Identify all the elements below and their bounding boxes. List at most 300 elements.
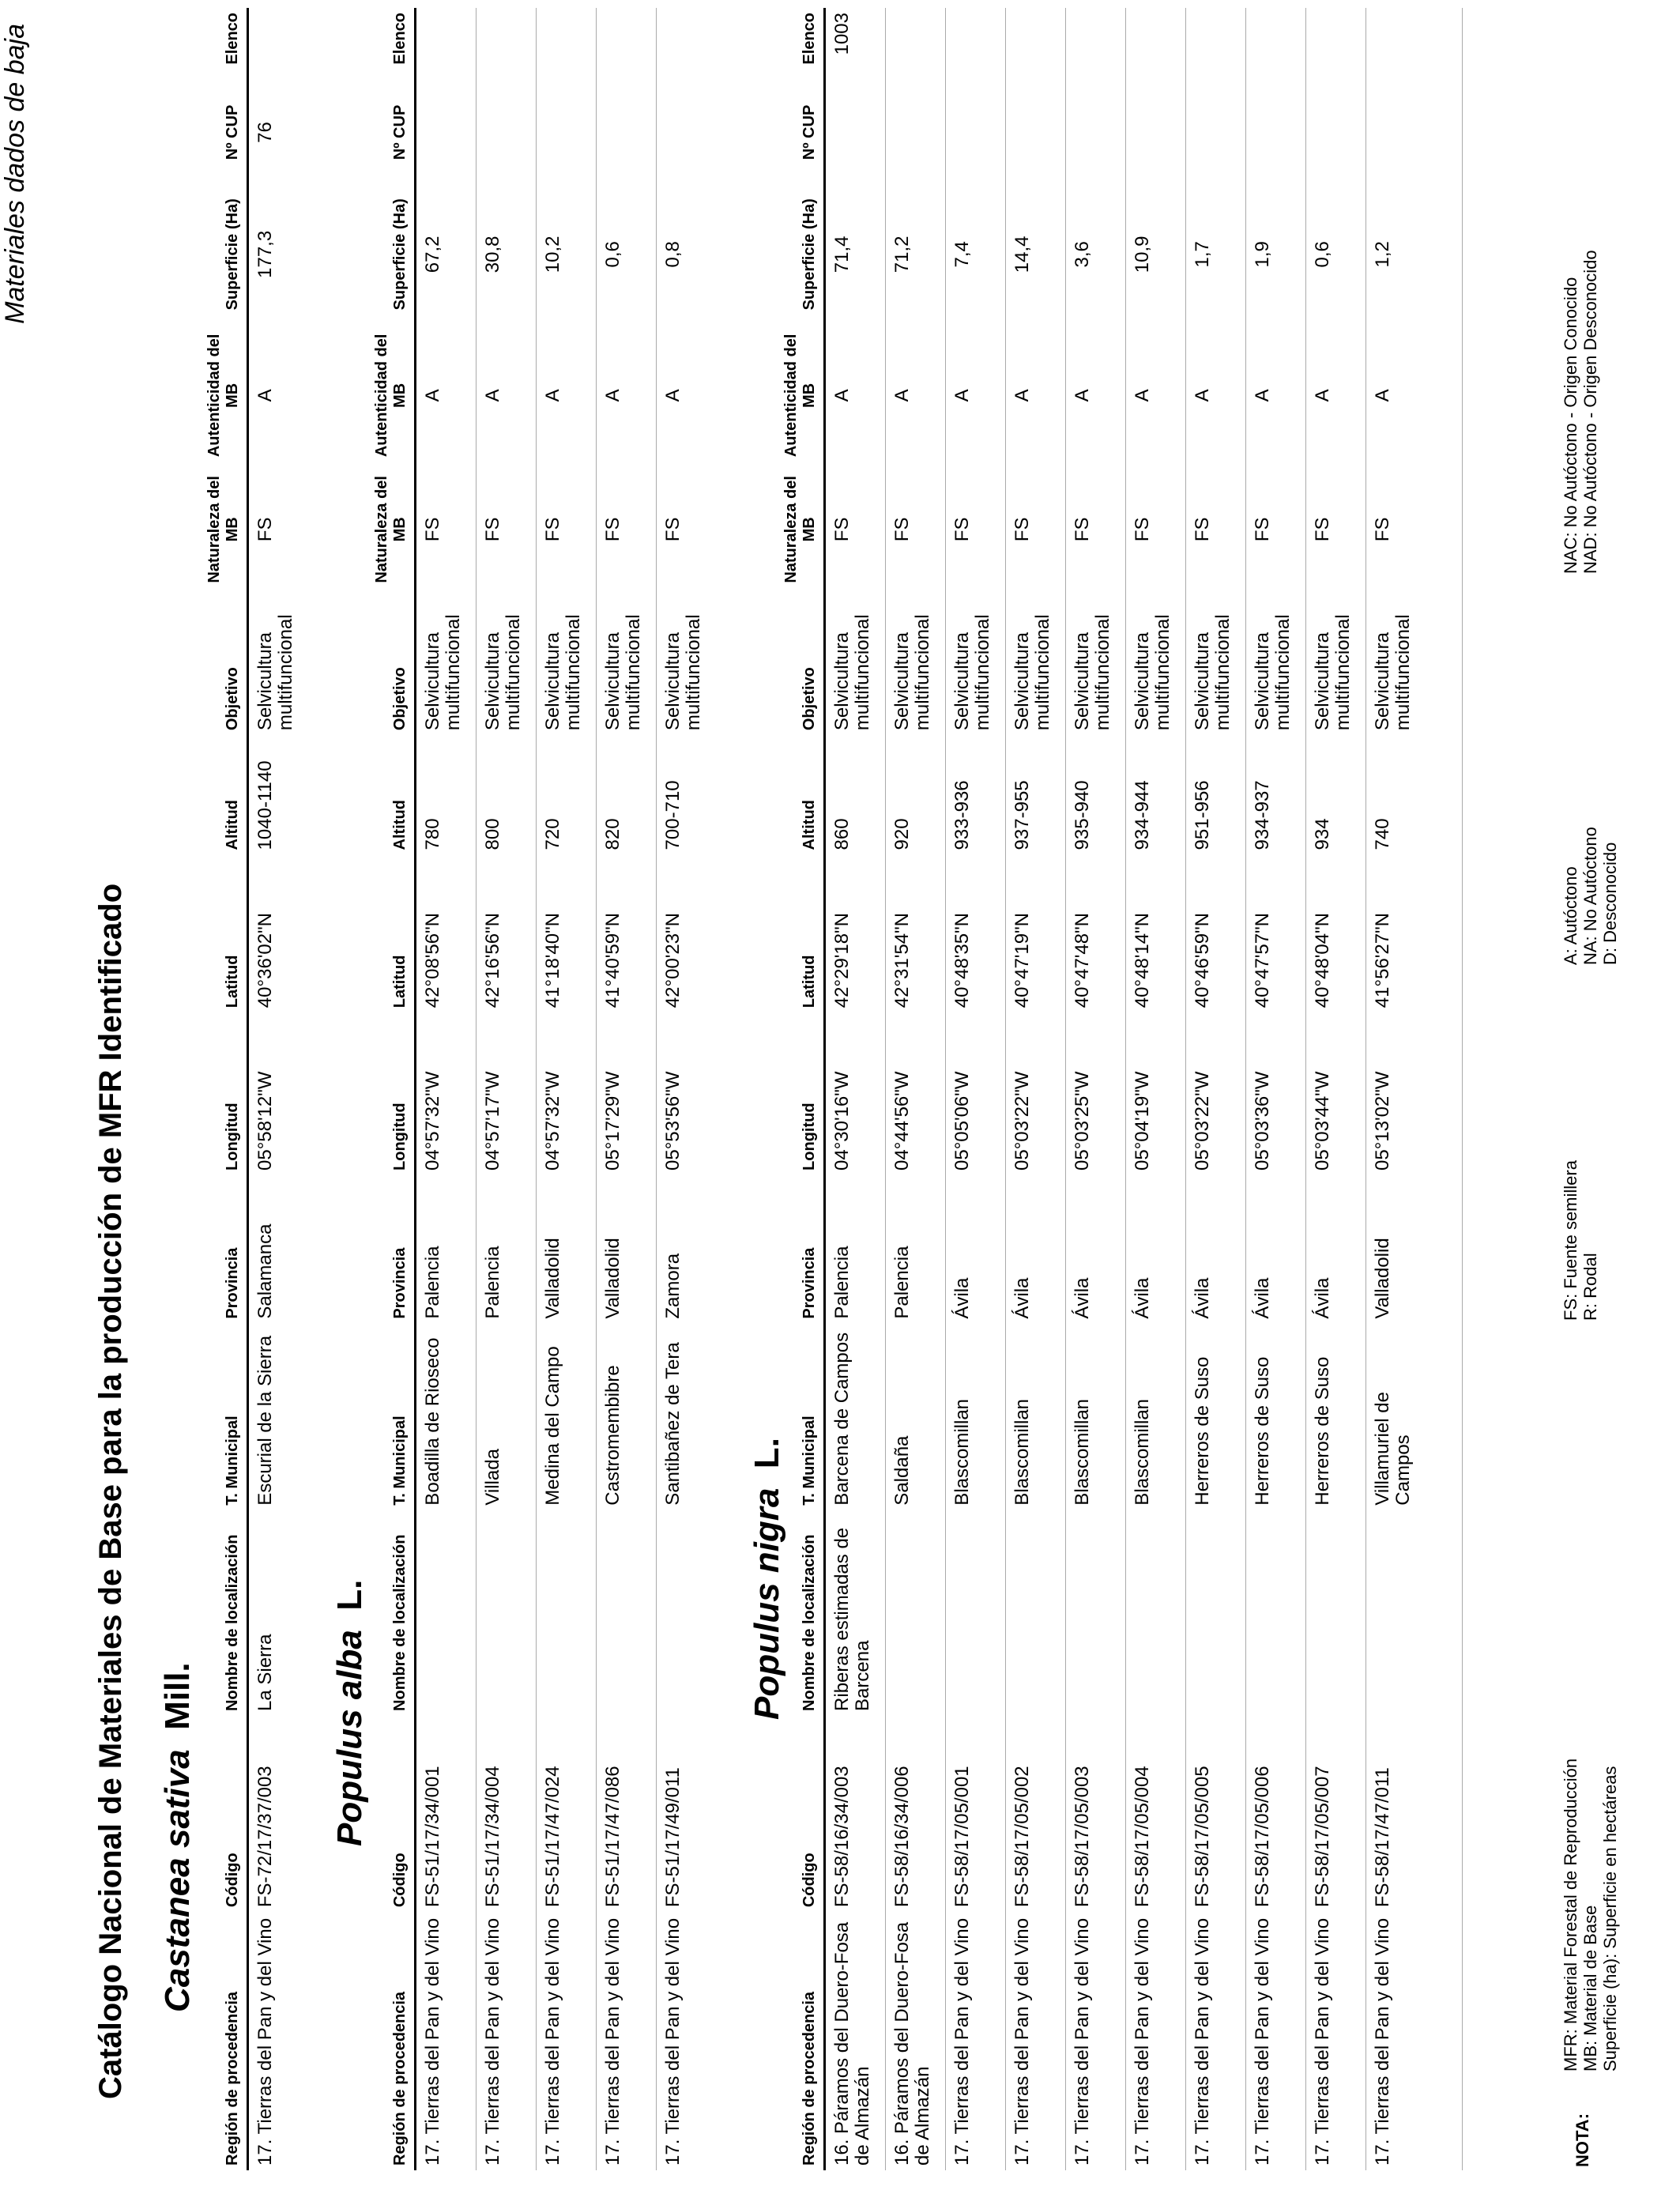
column-header-elenco: Elenco	[224, 13, 241, 65]
cell-elenco	[1126, 8, 1186, 80]
note-line: NA: No Autóctono	[1580, 827, 1600, 965]
cell-elenco	[1306, 8, 1366, 80]
column-header-superficie: Superficie (Ha)	[391, 198, 409, 311]
cell-region: 17. Tierras del Pan y del Vino	[248, 1912, 309, 2170]
cell-latitud: 41°56'27"N	[1366, 854, 1426, 1012]
column-header-region: Región de procedencia	[224, 1991, 241, 2166]
notes-abbreviations	[1561, 1759, 1620, 2071]
cell-elenco	[537, 8, 597, 80]
cell-codigo: FS-72/17/37/003	[248, 1716, 309, 1912]
cell-autenticidad: A	[1366, 324, 1426, 468]
cell-latitud: 41°18'40"N	[537, 854, 597, 1012]
cell-cup	[1126, 80, 1186, 185]
cell-longitud: 05°03'44"W	[1306, 1012, 1366, 1175]
cell-altitud: 700-710	[657, 735, 717, 854]
cell-naturaleza: FS	[946, 467, 1006, 591]
cell-autenticidad: A	[597, 324, 657, 468]
cell-cup	[1246, 80, 1306, 185]
cell-nombre	[886, 1510, 946, 1716]
cell-superficie: 10,2	[537, 185, 597, 324]
cell-naturaleza: FS	[248, 467, 309, 591]
table-row	[537, 8, 597, 2170]
cell-altitud: 800	[477, 735, 537, 854]
cell-superficie: 0,8	[657, 185, 717, 324]
cell-altitud: 780	[416, 735, 477, 854]
column-header-codigo: Código	[391, 1853, 409, 1908]
cell-provincia: Valladolid	[597, 1175, 657, 1324]
note-line: D: Desconocido	[1600, 842, 1620, 965]
cell-elenco	[1006, 8, 1066, 80]
column-header-altitud: Altitud	[224, 800, 241, 850]
cell-cup	[537, 80, 597, 185]
cell-codigo: FS-51/17/34/001	[416, 1716, 477, 1912]
column-header-elenco: Elenco	[800, 13, 818, 65]
cell-autenticidad: A	[1306, 324, 1366, 468]
note-line: R: Rodal	[1580, 1253, 1600, 1321]
table-row	[1306, 8, 1366, 2170]
cell-region: 17. Tierras del Pan y del Vino	[537, 1912, 597, 2170]
species-name: Castanea sativa	[158, 1749, 197, 2012]
column-header-codigo: Código	[224, 1853, 241, 1908]
cell-municipio: Medina del Campo	[537, 1324, 597, 1510]
cell-municipio: Saldaña	[886, 1324, 946, 1510]
cell-cup	[825, 80, 886, 185]
cell-altitud: 920	[886, 735, 946, 854]
cell-superficie: 1,9	[1246, 185, 1306, 324]
cell-nombre	[597, 1510, 657, 1716]
cell-altitud: 935-940	[1066, 735, 1126, 854]
cell-municipio: Blascomillan	[1006, 1324, 1066, 1510]
cell-naturaleza: FS	[1186, 467, 1246, 591]
cell-municipio: Villamuriel de Campos	[1366, 1324, 1426, 1510]
cell-municipio: Barcena de Campos	[825, 1324, 886, 1510]
cell-elenco	[886, 8, 946, 80]
cell-longitud: 04°44'56"W	[886, 1012, 946, 1175]
column-header-nombre: Nombre de localización	[800, 1534, 818, 1711]
cell-altitud: 934-937	[1246, 735, 1306, 854]
cell-region: 17. Tierras del Pan y del Vino	[657, 1912, 717, 2170]
cell-latitud: 42°08'56"N	[416, 854, 477, 1012]
cell-naturaleza: FS	[416, 467, 477, 591]
cell-municipio: Blascomillan	[1066, 1324, 1126, 1510]
cell-cup	[597, 80, 657, 185]
cell-nombre	[1006, 1510, 1066, 1716]
cell-nombre: Riberas estimadas de Barcena	[825, 1510, 886, 1716]
column-header-longitud: Longitud	[800, 1103, 818, 1171]
cell-cup	[1006, 80, 1066, 185]
cell-objetivo: Selvicultura multifuncional	[1066, 592, 1126, 736]
cell-autenticidad: A	[1006, 324, 1066, 468]
cell-codigo: FS-58/17/05/005	[1186, 1716, 1246, 1912]
column-header-cup: Nº CUP	[391, 104, 409, 160]
cell-region: 16. Páramos del Duero-Fosa de Almazán	[825, 1912, 886, 2170]
table-row	[1186, 8, 1246, 2170]
cell-longitud: 04°57'17"W	[477, 1012, 537, 1175]
cell-elenco	[477, 8, 537, 80]
column-header-municipio: T. Municipal	[224, 1416, 241, 1506]
cell-provincia: Palencia	[416, 1175, 477, 1324]
cell-longitud: 05°03'36"W	[1246, 1012, 1306, 1175]
cell-region: 17. Tierras del Pan y del Vino	[1366, 1912, 1426, 2170]
cell-nombre	[416, 1510, 477, 1716]
cell-altitud: 720	[537, 735, 597, 854]
table-row	[1066, 8, 1126, 2170]
cell-latitud: 40°36'02"N	[248, 854, 309, 1012]
cell-municipio: Escurial de la Sierra	[248, 1324, 309, 1510]
cell-superficie: 67,2	[416, 185, 477, 324]
cell-region: 17. Tierras del Pan y del Vino	[1126, 1912, 1186, 2170]
cell-cup: 76	[248, 80, 309, 185]
cell-altitud: 951-956	[1186, 735, 1246, 854]
cell-objetivo: Selvicultura multifuncional	[825, 592, 886, 736]
cell-provincia: Palencia	[477, 1175, 537, 1324]
cell-altitud: 820	[597, 735, 657, 854]
column-header-region: Región de procedencia	[800, 1991, 818, 2166]
column-header-provincia: Provincia	[224, 1247, 241, 1319]
cell-provincia: Ávila	[1066, 1175, 1126, 1324]
cell-provincia: Ávila	[1186, 1175, 1246, 1324]
note-line: Superficie (ha): Superficie en hectáreas	[1600, 1766, 1620, 2071]
cell-superficie: 14,4	[1006, 185, 1066, 324]
cell-latitud: 40°47'48"N	[1066, 854, 1126, 1012]
species-author: L.	[330, 1579, 369, 1611]
species-author: Mill.	[158, 1662, 197, 1730]
cell-codigo: FS-58/17/05/007	[1306, 1716, 1366, 1912]
species-title-castanea	[158, 1662, 198, 2012]
cell-cup	[1066, 80, 1126, 185]
cell-cup	[1186, 80, 1246, 185]
cell-elenco: 1003	[825, 8, 886, 80]
cell-provincia: Ávila	[946, 1175, 1006, 1324]
column-header-nombre: Nombre de localización	[391, 1534, 409, 1711]
cell-latitud: 42°16'56"N	[477, 854, 537, 1012]
cell-municipio: Villada	[477, 1324, 537, 1510]
cell-provincia: Ávila	[1006, 1175, 1066, 1324]
cell-autenticidad: A	[477, 324, 537, 468]
cell-naturaleza: FS	[657, 467, 717, 591]
cell-nombre	[1306, 1510, 1366, 1716]
note-line: MFR: Material Forestal de Reproducción	[1561, 1758, 1580, 2071]
cell-superficie: 3,6	[1066, 185, 1126, 324]
cell-naturaleza: FS	[1366, 467, 1426, 591]
column-header-latitud: Latitud	[224, 955, 241, 1008]
cell-latitud: 42°00'23"N	[657, 854, 717, 1012]
cell-elenco	[1246, 8, 1306, 80]
cell-codigo: FS-58/16/34/003	[825, 1716, 886, 1912]
cell-codigo: FS-58/17/05/006	[1246, 1716, 1306, 1912]
cell-objetivo: Selvicultura multifuncional	[1186, 592, 1246, 736]
cell-superficie: 1,2	[1366, 185, 1426, 324]
cell-objetivo: Selvicultura multifuncional	[657, 592, 717, 736]
cell-naturaleza: FS	[886, 467, 946, 591]
table-bottom-rule	[1462, 8, 1463, 2170]
cell-nombre	[946, 1510, 1006, 1716]
cell-nombre	[1126, 1510, 1186, 1716]
cell-altitud: 934-944	[1126, 735, 1186, 854]
table-row	[946, 8, 1006, 2170]
cell-nombre	[537, 1510, 597, 1716]
cell-naturaleza: FS	[537, 467, 597, 591]
cell-latitud: 42°31'54"N	[886, 854, 946, 1012]
cell-autenticidad: A	[1066, 324, 1126, 468]
cell-objetivo: Selvicultura multifuncional	[248, 592, 309, 736]
cell-objetivo: Selvicultura multifuncional	[597, 592, 657, 736]
cell-superficie: 10,9	[1126, 185, 1186, 324]
cell-nombre	[1366, 1510, 1426, 1716]
cell-latitud: 40°46'59"N	[1186, 854, 1246, 1012]
cell-region: 17. Tierras del Pan y del Vino	[1306, 1912, 1366, 2170]
table-row	[1126, 8, 1186, 2170]
cell-objetivo: Selvicultura multifuncional	[1006, 592, 1066, 736]
cell-latitud: 40°48'04"N	[1306, 854, 1366, 1012]
cell-cup	[1306, 80, 1366, 185]
cell-municipio: Santibañez de Tera	[657, 1324, 717, 1510]
cell-longitud: 05°17'29"W	[597, 1012, 657, 1175]
cell-elenco	[248, 8, 309, 80]
species-author: L.	[748, 1438, 786, 1469]
cell-provincia: Valladolid	[1366, 1175, 1426, 1324]
cell-latitud: 42°29'18"N	[825, 854, 886, 1012]
notes-origen	[1561, 250, 1600, 574]
table-row	[477, 8, 537, 2170]
cell-provincia: Ávila	[1126, 1175, 1186, 1324]
cell-objetivo: Selvicultura multifuncional	[1366, 592, 1426, 736]
cell-cup	[886, 80, 946, 185]
cell-provincia: Salamanca	[248, 1175, 309, 1324]
cell-provincia: Valladolid	[537, 1175, 597, 1324]
cell-cup	[1366, 80, 1426, 185]
cell-altitud: 933-936	[946, 735, 1006, 854]
column-header-municipio: T. Municipal	[391, 1416, 409, 1506]
column-header-naturaleza: Naturaleza del MB	[782, 476, 818, 583]
cell-latitud: 40°48'14"N	[1126, 854, 1186, 1012]
cell-elenco	[597, 8, 657, 80]
cell-objetivo: Selvicultura multifuncional	[416, 592, 477, 736]
cell-longitud: 05°53'56"W	[657, 1012, 717, 1175]
cell-provincia: Ávila	[1306, 1175, 1366, 1324]
cell-latitud: 40°48'35"N	[946, 854, 1006, 1012]
notes-naturaleza	[1561, 1160, 1600, 1321]
cell-longitud: 05°13'02"W	[1366, 1012, 1426, 1175]
table-populus-nigra	[782, 8, 1426, 2170]
cell-elenco	[946, 8, 1006, 80]
cell-autenticidad: A	[1126, 324, 1186, 468]
cell-longitud: 05°04'19"W	[1126, 1012, 1186, 1175]
notes-autenticidad	[1561, 827, 1620, 965]
cell-objetivo: Selvicultura multifuncional	[946, 592, 1006, 736]
cell-superficie: 0,6	[1306, 185, 1366, 324]
cell-elenco	[416, 8, 477, 80]
column-header-cup: Nº CUP	[224, 104, 241, 160]
cell-naturaleza: FS	[477, 467, 537, 591]
table-row	[416, 8, 477, 2170]
table-row	[597, 8, 657, 2170]
cell-region: 17. Tierras del Pan y del Vino	[946, 1912, 1006, 2170]
cell-municipio: Blascomillan	[1126, 1324, 1186, 1510]
cell-superficie: 0,6	[597, 185, 657, 324]
cell-autenticidad: A	[1246, 324, 1306, 468]
cell-longitud: 04°30'16"W	[825, 1012, 886, 1175]
cell-superficie: 1,7	[1186, 185, 1246, 324]
column-header-latitud: Latitud	[391, 955, 409, 1008]
column-header-superficie: Superficie (Ha)	[800, 198, 818, 311]
column-header-superficie: Superficie (Ha)	[224, 198, 241, 311]
cell-longitud: 05°05'06"W	[946, 1012, 1006, 1175]
species-name: Populus alba	[330, 1630, 369, 1846]
cell-nombre	[477, 1510, 537, 1716]
cell-altitud: 740	[1366, 735, 1426, 854]
cell-autenticidad: A	[657, 324, 717, 468]
column-header-region: Región de procedencia	[391, 1991, 409, 2166]
cell-autenticidad: A	[416, 324, 477, 468]
species-title-populus-nigra	[748, 1438, 787, 1720]
column-header-objetivo: Objetivo	[800, 667, 818, 731]
table-row	[825, 8, 886, 2170]
column-header-objetivo: Objetivo	[224, 667, 241, 731]
cell-naturaleza: FS	[1006, 467, 1066, 591]
table-row	[1366, 8, 1426, 2170]
cell-objetivo: Selvicultura multifuncional	[537, 592, 597, 736]
cell-superficie: 177,3	[248, 185, 309, 324]
cell-superficie: 7,4	[946, 185, 1006, 324]
table-row	[1006, 8, 1066, 2170]
column-header-nombre: Nombre de localización	[224, 1534, 241, 1711]
cell-autenticidad: A	[537, 324, 597, 468]
column-header-autenticidad: Autenticidad del MB	[205, 334, 241, 458]
cell-codigo: FS-51/17/47/086	[597, 1716, 657, 1912]
cell-objetivo: Selvicultura multifuncional	[1306, 592, 1366, 736]
cell-region: 17. Tierras del Pan y del Vino	[597, 1912, 657, 2170]
column-header-altitud: Altitud	[800, 800, 818, 850]
cell-provincia: Zamora	[657, 1175, 717, 1324]
note-line: NAC: No Autóctono - Origen Conocido	[1561, 277, 1580, 574]
notes-label: NOTA:	[1573, 2113, 1592, 2167]
cell-cup	[946, 80, 1006, 185]
cell-objetivo: Selvicultura multifuncional	[1126, 592, 1186, 736]
cell-municipio: Blascomillan	[946, 1324, 1006, 1510]
cell-naturaleza: FS	[1126, 467, 1186, 591]
page-subtitle: Materiales dados de baja	[0, 24, 30, 324]
column-header-provincia: Provincia	[391, 1247, 409, 1319]
cell-longitud: 05°58'12"W	[248, 1012, 309, 1175]
table-row	[1246, 8, 1306, 2170]
cell-cup	[657, 80, 717, 185]
cell-nombre	[1246, 1510, 1306, 1716]
cell-codigo: FS-51/17/47/024	[537, 1716, 597, 1912]
cell-autenticidad: A	[248, 324, 309, 468]
cell-codigo: FS-58/17/05/003	[1066, 1716, 1126, 1912]
note-line: FS: Fuente semillera	[1561, 1160, 1580, 1321]
cell-latitud: 41°40'59"N	[597, 854, 657, 1012]
cell-municipio: Herreros de Suso	[1306, 1324, 1366, 1510]
cell-objetivo: Selvicultura multifuncional	[477, 592, 537, 736]
cell-provincia: Palencia	[886, 1175, 946, 1324]
cell-latitud: 40°47'19"N	[1006, 854, 1066, 1012]
column-header-cup: Nº CUP	[800, 104, 818, 160]
cell-provincia: Palencia	[825, 1175, 886, 1324]
table-row	[657, 8, 717, 2170]
cell-longitud: 05°03'22"W	[1006, 1012, 1066, 1175]
table-row	[886, 8, 946, 2170]
cell-altitud: 934	[1306, 735, 1366, 854]
cell-provincia: Ávila	[1246, 1175, 1306, 1324]
cell-region: 17. Tierras del Pan y del Vino	[1186, 1912, 1246, 2170]
cell-naturaleza: FS	[1306, 467, 1366, 591]
cell-altitud: 1040-1140	[248, 735, 309, 854]
cell-longitud: 05°03'22"W	[1186, 1012, 1246, 1175]
cell-region: 17. Tierras del Pan y del Vino	[416, 1912, 477, 2170]
species-title-populus-alba	[330, 1580, 370, 1846]
note-line: A: Autóctono	[1561, 866, 1580, 965]
cell-elenco	[657, 8, 717, 80]
cell-nombre: La Sierra	[248, 1510, 309, 1716]
cell-region: 17. Tierras del Pan y del Vino	[477, 1912, 537, 2170]
species-name: Populus nigra	[748, 1487, 786, 1720]
column-header-codigo: Código	[800, 1853, 818, 1908]
cell-cup	[477, 80, 537, 185]
page-title: Catálogo Nacional de Materiales de Base para la producción de MFR Identificado	[93, 883, 128, 2099]
cell-codigo: FS-58/16/34/006	[886, 1716, 946, 1912]
column-header-longitud: Longitud	[391, 1103, 409, 1171]
column-header-elenco: Elenco	[391, 13, 409, 65]
cell-region: 17. Tierras del Pan y del Vino	[1246, 1912, 1306, 2170]
column-header-naturaleza: Naturaleza del MB	[373, 476, 409, 583]
cell-altitud: 860	[825, 735, 886, 854]
cell-elenco	[1366, 8, 1426, 80]
column-header-altitud: Altitud	[391, 800, 409, 850]
cell-naturaleza: FS	[597, 467, 657, 591]
cell-codigo: FS-58/17/05/002	[1006, 1716, 1066, 1912]
cell-elenco	[1186, 8, 1246, 80]
cell-nombre	[657, 1510, 717, 1716]
cell-naturaleza: FS	[1066, 467, 1126, 591]
note-line: MB: Material de Base	[1580, 1905, 1600, 2071]
column-header-objetivo: Objetivo	[391, 667, 409, 731]
cell-region: 17. Tierras del Pan y del Vino	[1006, 1912, 1066, 2170]
note-line: NAD: No Autóctono - Origen Desconocido	[1580, 250, 1600, 574]
cell-objetivo: Selvicultura multifuncional	[1246, 592, 1306, 736]
cell-municipio: Herreros de Suso	[1186, 1324, 1246, 1510]
cell-objetivo: Selvicultura multifuncional	[886, 592, 946, 736]
cell-municipio: Boadilla de Rioseco	[416, 1324, 477, 1510]
header-row	[782, 8, 825, 2170]
cell-superficie: 71,2	[886, 185, 946, 324]
table-populus-alba	[373, 8, 716, 2170]
column-header-provincia: Provincia	[800, 1247, 818, 1319]
cell-nombre	[1066, 1510, 1126, 1716]
column-header-municipio: T. Municipal	[800, 1416, 818, 1506]
cell-latitud: 40°47'57"N	[1246, 854, 1306, 1012]
cell-codigo: FS-51/17/49/011	[657, 1716, 717, 1912]
cell-cup	[416, 80, 477, 185]
column-header-naturaleza: Naturaleza del MB	[205, 476, 241, 583]
column-header-longitud: Longitud	[224, 1103, 241, 1171]
cell-codigo: FS-58/17/47/011	[1366, 1716, 1426, 1912]
cell-codigo: FS-58/17/05/004	[1126, 1716, 1186, 1912]
table-row	[248, 8, 309, 2170]
cell-codigo: FS-58/17/05/001	[946, 1716, 1006, 1912]
column-header-latitud: Latitud	[800, 955, 818, 1008]
cell-elenco	[1066, 8, 1126, 80]
table-castanea	[205, 8, 308, 2170]
cell-superficie: 30,8	[477, 185, 537, 324]
cell-superficie: 71,4	[825, 185, 886, 324]
cell-autenticidad: A	[1186, 324, 1246, 468]
header-row	[373, 8, 416, 2170]
cell-longitud: 04°57'32"W	[416, 1012, 477, 1175]
cell-autenticidad: A	[825, 324, 886, 468]
cell-naturaleza: FS	[825, 467, 886, 591]
